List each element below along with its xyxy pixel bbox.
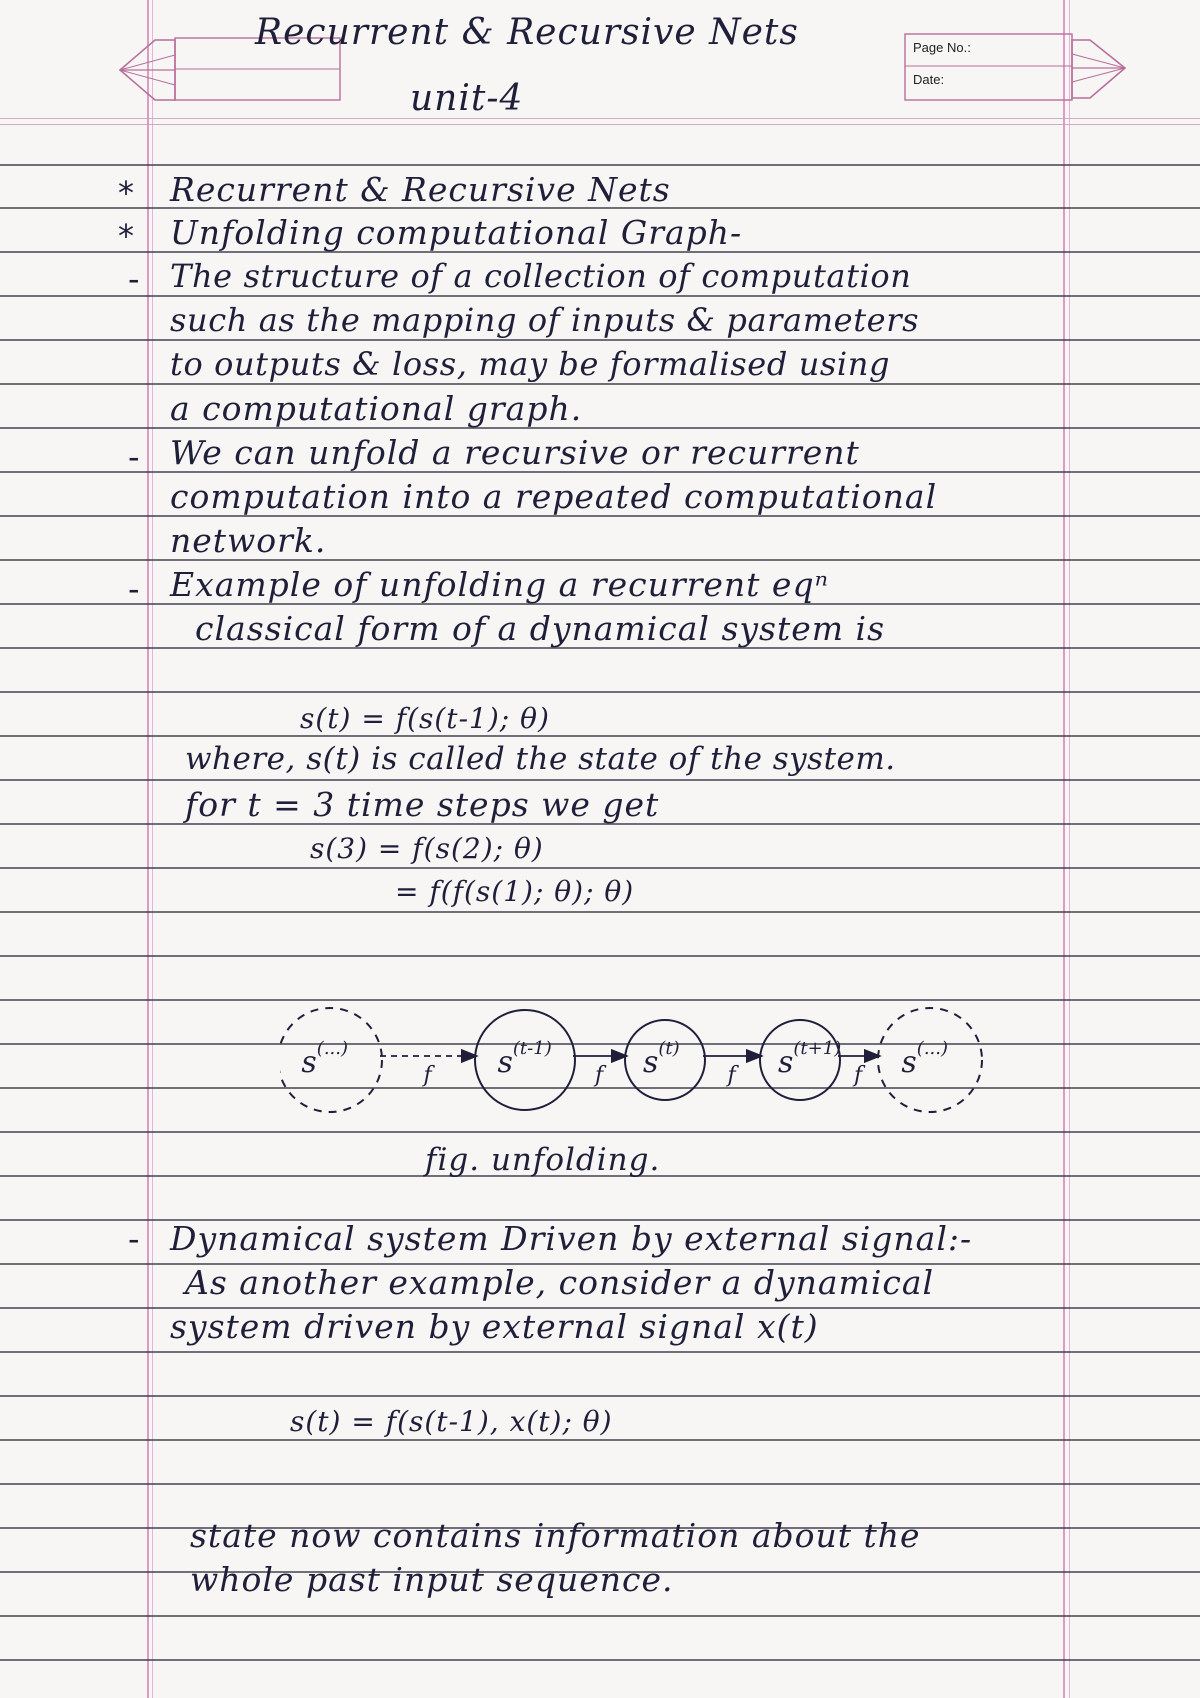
ruled-line <box>0 339 1200 341</box>
state-node-label: $s^{(t+1)}$ <box>778 1038 842 1080</box>
right-margin-line-2 <box>1069 0 1070 1698</box>
star-bullet: * <box>118 174 134 212</box>
figure-caption: fig. unfolding. <box>425 1142 661 1178</box>
right-margin-line <box>1063 0 1065 1698</box>
ruled-line <box>0 955 1200 957</box>
star-bullet: * <box>118 217 134 255</box>
ruled-line <box>0 383 1200 385</box>
ruled-line <box>0 1659 1200 1661</box>
equation-s3-expanded: = f(f(s(1); θ); θ) <box>395 875 635 908</box>
state-node <box>280 1008 382 1112</box>
page-title: Recurrent & Recursive Nets <box>255 12 799 53</box>
text-line: computation into a repeated computational <box>170 477 938 516</box>
state-node <box>878 1008 982 1112</box>
dash-bullet: - <box>128 1220 140 1258</box>
unit-label: unit-4 <box>410 78 524 119</box>
left-margin-line <box>147 0 149 1698</box>
transition-label: f <box>854 1063 863 1088</box>
ruled-line <box>0 1351 1200 1353</box>
state-node <box>475 1010 575 1110</box>
text-line: network. <box>170 521 327 560</box>
state-node-label: s(...) <box>301 1038 349 1080</box>
state-node-label: $s^{(t)}$ <box>643 1038 680 1080</box>
text-line: Example of unfolding a recurrent eqⁿ <box>170 565 829 604</box>
date-label: Date: <box>913 72 945 87</box>
ruled-line <box>0 1395 1200 1397</box>
ruled-line <box>0 295 1200 297</box>
equation-state: s(t) = f(s(t-1); θ) <box>300 702 550 735</box>
state-node-label: s(...) <box>901 1038 949 1080</box>
text-line: such as the mapping of inputs & parameters <box>170 301 920 339</box>
ruled-line <box>0 735 1200 737</box>
text-line: system driven by external signal x(t) <box>170 1307 819 1346</box>
text-line: As another example, consider a dynamical <box>185 1263 935 1302</box>
dash-bullet: - <box>128 570 140 608</box>
state-node-label: $s^{(t-1)}$ <box>497 1038 552 1080</box>
equation-driven: s(t) = f(s(t-1), x(t); θ) <box>290 1405 613 1438</box>
ruled-line <box>0 911 1200 913</box>
heading-recurrent-nets: Recurrent & Recursive Nets <box>170 170 671 209</box>
text-line: where, s(t) is called the state of the system. <box>185 741 896 777</box>
left-margin-line-2 <box>152 0 153 1698</box>
state-node <box>625 1020 705 1100</box>
ruled-line <box>0 867 1200 869</box>
unfolding-diagram <box>280 985 1000 1135</box>
state-node <box>760 1020 840 1100</box>
ruled-line <box>0 164 1200 166</box>
text-line: classical form of a dynamical system is <box>195 609 886 648</box>
ruled-line <box>0 1483 1200 1485</box>
text-line: a computational graph. <box>170 389 583 428</box>
dash-bullet: - <box>128 438 140 476</box>
text-line: state now contains information about the <box>190 1516 921 1555</box>
transition-label: f <box>727 1063 736 1088</box>
text-line: for t = 3 time steps we get <box>185 785 660 824</box>
heading-driven-system: Dynamical system Driven by external signal:- <box>170 1219 973 1258</box>
transition-label: f <box>423 1063 432 1088</box>
ruled-line <box>0 1615 1200 1617</box>
text-line: We can unfold a recursive or recurrent <box>170 433 860 472</box>
text-line: to outputs & loss, may be formalised using <box>170 345 891 383</box>
ruled-line <box>0 1439 1200 1441</box>
text-line: The structure of a collection of computation <box>170 257 912 295</box>
heading-unfolding-graph: Unfolding computational Graph- <box>170 213 743 252</box>
text-line: whole past input sequence. <box>190 1560 674 1599</box>
page-no-label: Page No.: <box>913 40 971 55</box>
equation-s3: s(3) = f(s(2); θ) <box>310 832 544 865</box>
dash-bullet: - <box>128 260 140 298</box>
ruled-line <box>0 779 1200 781</box>
ruled-line <box>0 691 1200 693</box>
transition-label: f <box>595 1063 604 1088</box>
